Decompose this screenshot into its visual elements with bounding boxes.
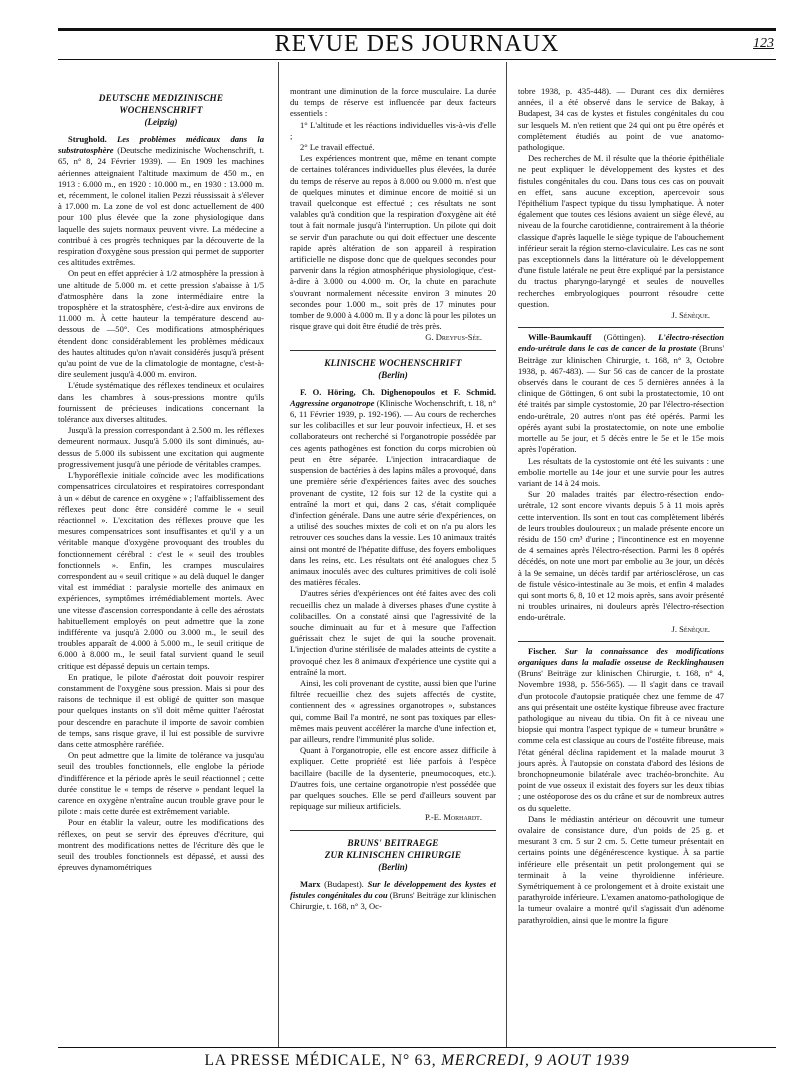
section-separator xyxy=(518,327,724,328)
paragraph: L'hyporéflexie initiale coïncide avec les modifications compensatrices circulatoires et respiratoires correspondant à un « début de carence en oxygène » ; l'affaiblissement des réflexes peut donc être considéré comme le « seuil réactionnel ». L'excitation des réflexes prouve que les mesures compensatrices sont insuffisantes et qu'il y a un véritable manque d'oxygène provoquant des troubles du fonctionnement cérébral : c'est le « seuil des troubles fonctionnels ». Enfin, les crampes musculaires correspondent au « seuil critique » au delà duquel le danger vital est immédiat : paralysie mortelle des animaux en expériences, symptômes irrémédiablement mortels. Avec une vitesse d'ascension correspondante à celle des aérostats habituellement employés on peut admettre que la zone indifférente va jusqu'à 2.000 ou 3.000 m., le seuil des troubles apparaît de 4.000 à 5.000 m., le seuil critique de 6.000 à 8.000 m., le seuil fatal survient quand le seuil critique est dépassé depuis un certain temps. xyxy=(58,470,264,671)
page-title: REVUE DES JOURNAUX xyxy=(274,31,560,57)
section-separator xyxy=(290,830,496,831)
signature: J. Sénèque. xyxy=(671,310,710,321)
footer-rule xyxy=(58,1047,776,1048)
article-horing: F. O. Höring, Ch. Dighenopoulos et F. Schmid. Aggressine organotrope (Klinische Wochenschrift, t. 18, n° 6, 11 Février 1939, p. 192-196). — Au cours de recherches sur les colibacilles et sur leur pouvoir infectieux, H. et ses collaborateurs ont recherché si l'organotropie possédée par ces agents pathogènes est fonction du corps microbien où peut en être séparée. L'injection intracardiaque de suspension de bactéries à des lapins mâles a provoqué, dans une première série d'expériences faites avec des souches provenant de cystite, 12 fois sur 12 de la cystite qui a entraîné la mort et qui, dans 2 cas, s'était compliquée d'infection générale. Dans une autre série d'expériences, on a utilisé des souches mixtes de coli et on n'a pu alors les retrouver ces souches dans la vessie. Les 10 animaux traités ainsi ont montré de l'hépatite diffuse, des foyers emboliques dans les reins, etc. Les résultats ont été analogues chez 5 animaux inoculés avec des cultures primitives de coli isolé des matières fécales. xyxy=(290,386,497,588)
signature: J. Sénèque. xyxy=(671,623,710,634)
section-separator xyxy=(518,641,724,642)
section-city-leipzig: (Leipzig) xyxy=(144,117,178,127)
column-2 xyxy=(290,86,496,912)
section-city-berlin: (Berlin) xyxy=(378,369,408,380)
paragraph: En pratique, le pilote d'aérostat doit pouvoir respirer constamment de l'oxygène sous pression. Mais si pour des raisons de technique il est obligé de quitter son masque pour quelques instants on s'il doit même quitter l'aérostat pour descendre en parachute il importe de savoir combien de temps, sans risque grave, il lui est possible de survivre dans cette atmosphère raréfiée. xyxy=(58,671,264,749)
paragraph: D'autres séries d'expériences ont été faites avec des coli recueillis chez un malade à diverses phases d'une cystite à colibacilles. On a constaté ainsi que l'agressivité de la souche diminuait au fur et à mesure que l'affection guérissait chez le sujet de qui la souche provenait. L'injection d'urine stérilisée de malades atteints de cystite a provoqué chez les 8 animaux d'expérience une cystite qui a entraîné la mort. xyxy=(290,588,496,677)
footer xyxy=(58,1050,776,1072)
section-city-berlin: (Berlin) xyxy=(378,861,408,872)
paragraph: 1° L'altitude et les réactions individuelles vis-à-vis d'elle ; xyxy=(290,119,496,141)
paragraph: Les résultats de la cystostomie ont été les suivants : une embolie mortelle au 14e jour et une survie pour les autres variant de 14 à 24 mois. xyxy=(518,455,724,488)
section-title-dmw: DEUTSCHE MEDIZINISCHE WOCHENSCHRIFT xyxy=(98,93,224,115)
paragraph: tobre 1938, p. 435-448). — Durant ces dix dernières années, il a été observé dans le service de Bakay, à Budapest, 34 cas de kystes et fistules congénitales du cou sur lesquels M. n'en retient que 24 qui ont pu être opérés et complètement étudiés au point de vue anatomo-pathologique. xyxy=(518,86,724,153)
paragraph: 2° Le travail effectué. xyxy=(300,142,375,153)
article-fischer: Fischer. Sur la connaissance des modifications organiques dans la maladie osseuse de Recklinghausen (Bruns' Beiträge zur klinischen Chirurgie, t. 168, n° 4, Novembre 1938, p. 556-565). — Il s'agit dans ce travail d'un protocole d'autopsie pratiquée chez une femme de 47 ans qui présentait une ostéite kystique fibreuse avec fracture pathologique au niveau du tibia. On fit à ce niveau une biopsie qui montra l'aspect typique de « tumeur brunâtre » comme cela est classique au cours de l'ostéite fibreuse, mais l'état général déclina rapidement et la malade mourut 3 jours après. À l'autopsie on constata d'abord des lésions de bronchopneumonie bilatérale avec trachéo-bronchite. Au point de vue osseux il existait des foyers sur les deux tibias ; une ostéoporose des os du crâne et sur de nombreux autres os du squelette. xyxy=(518,645,724,813)
footer-date: MERCREDI, 9 AOUT 1939 xyxy=(441,1052,630,1069)
header-bottom-rule xyxy=(58,59,776,60)
article-marx: Marx (Budapest). Sur le développement des kystes et fistules congénitales du cou (Bruns' Beiträge zur klinischen Chirurgie, t. 168, n° 3, Oc- xyxy=(290,878,496,911)
paragraph: Jusqu'à la pression correspondant à 2.500 m. les réflexes demeurent normaux. Jusqu'à 5.000 ils sont diminués, au-dessus de 5.000 ils subissent une excitation qui augmente progressivement jusqu'à une période de véritables crampes. xyxy=(58,425,264,469)
paragraph: Pour en établir la valeur, outre les modifications des réflexes, on peut se servir des épreuves d'écriture, qui montrent des modifications nettes de l'écriture dès que le seuil des troubles fonctionnels est dépassé, et aussi des épreuves dynamométriques xyxy=(58,817,264,873)
paragraph: Sur 20 malades traités par électro-résection endo-urétrale, 12 sont encore vivants depuis 5 à 11 mois après cette intervention. Ils sont en tout cas complètement libérés de leurs troubles douloureux ; un malade présente encore un résidu de 150 cm³ d'urine ; l'incontinence est en moyenne de 4 semaines après l'électro-résection. Parmi les 8 opérés décédés, on note une mort par embolie au 3e jour, un décès à la 9e semaine, un décès tardif par artériosclérose, un cas de fistule vésico-intestinale au 3e mois, et enfin 4 malades qui sont morts 6, 8, 10 et 12 mois après, sans avoir présenté ni troubles urinaires, ni douleurs après l'électro-résection endo-urétrale. xyxy=(518,489,724,623)
paragraph: Des recherches de M. il résulte que la théorie épithéliale ne peut expliquer le développement des kystes et des fistules congénitales du cou. Dans tous ces cas on pouvait en effet, sans aucune exception, apercevoir sous l'épithélium l'aspect typique du tissu lymphatique. À noter également que toutes ces lésions avaient un siège élevé, au niveau de la fourche carotidienne, contrairement à la théorie classique d'après laquelle le siège typique de l'abouchement inférieur serait la région sterno-claviculaire. Les cas ne sont pas exceptionnels dans la littérature où le développement d'une fistule latérale ne peut être expliqué par la persistance du tractus pharyngo-laryngé et seules de nouvelles recherches embryologiques pourront résoudre cette question. xyxy=(518,153,724,309)
paragraph: montrant une diminution de la force musculaire. La durée du temps de réserve est influencée par deux facteurs essentiels : xyxy=(290,86,496,119)
section-title-kw: KLINISCHE WOCHENSCHRIFT xyxy=(324,357,462,368)
section-separator xyxy=(290,350,496,351)
article-strughold: Strughold. Les problèmes médicaux dans la substratosphère (Deutsche medizinische Wochenschrift, t. 65, n° 8, 24 Février 1939). — En 1909 les machines aériennes atteignaient l'altitude maximum de 450 m., en 1913 : 6.000 m., en 1920 : 10.000 m., en 1930 : 13.000 m. et, récemment, le colonel italien Pezzi réussissait à s'élever à 17.000 m. La zone de vol est donc actuellement de 400 pour 100 plus élevée que la zone physiologique dans laquelle des sujets normaux peuvent vivre. La médecine a contribué à ces progrès techniques par la découverte de la respiration d'oxygène sous pression qui permet de supporter ces altitudes extrêmes. xyxy=(58,134,264,268)
section-title-bruns: BRUNS' BEITRAEGE ZUR KLINISCHEN CHIRURGIE xyxy=(324,837,462,860)
paragraph: Dans le médiastin antérieur on découvrit une tumeur ovalaire de consistance dure, d'un poids de 25 g. et mesurant 3 cm. 5 sur 2 cm. 5. Cette tumeur présentait en certains points une dégénérescence kystique. À sa partie inférieure elle présentait un petit prolongement qui se terminait à la veine thyroïdienne inférieure. Symétriquement à ce prolongement et à droite existait une parathyroïde inférieure. L'examen anatomo-pathologique de la tumeur ovalaire a montré qu'il s'agissait d'un adénome parathyroïdien, ainsi que le montre la figure xyxy=(518,813,724,925)
column-3 xyxy=(518,86,724,926)
paragraph: Les expériences montrent que, même en tenant compte de certaines tolérances individuelles plus élevées, la durée du temps de réserve au repos à 8.000 ou 9.000 m. n'est que de quelques minutes et diminue encore de moitié si un travail quelconque est effectué ; ces résultats ne sont valables qu'à condition que la respiration d'oxygène ait été tout à fait normale jusqu'à l'interruption. Un pilote qui doit se servir d'un parachute ou qui doit effectuer une descente rapide après altération de son appareil à respiration artificielle ne dispose donc que de quelques secondes pour parvenir dans la région atmosphérique physiologique, c'est-à-dire à 3.000 ou 4.000 m. Or, la chute en parachute s'ouvrant normalement nécessite environ 3 minutes 20 secondes pour 1.000 m., soit près de 17 minutes pour tomber de 9.000 à 4.000 m. Il y a donc là pour les pilotes un risque grave qui doit être étudié de très près. xyxy=(290,153,496,332)
paragraph: On peut en effet apprécier à 1/2 atmosphère la pression à une altitude de 5.000 m. et cette pression s'abaisse à 1/5 d'atmosphère dans la zone intermédiaire entre la troposphère et la stratosphère, c'est-à-dire aux environs de 11.000 m. À cette hauteur la température descend au-dessous de —50°. Ces modifications atmosphériques étendent donc considérablement les problèmes médicaux des hautes altitudes qu'on n'avait considérés jusqu'à présent qu'au point de vue de la climatologie de montagne, c'est-à-dire seulement jusqu'à 4.000 m. environ. xyxy=(58,268,264,380)
column-1 xyxy=(58,86,264,873)
paragraph: Ainsi, les coli provenant de cystite, aussi bien que l'urine filtrée recueillie chez des sujets affectés de cystite, contiennent des « agressines organotropes », substances qui, comme Bail l'a montré, ne sont pas toxiques par elles-mêmes mais peuvent accélérer la marche d'une infection et, par ailleurs, rendre l'immunité plus solide. xyxy=(290,677,496,744)
column-divider-1 xyxy=(278,62,279,1047)
page-number: 123 xyxy=(753,36,774,51)
paragraph: L'étude systématique des réflexes tendineux et oculaires dans les chambres à sous-pressions montre qu'ils fournissent de précieuses indications concernant la tolérance aux diverses altitudes. xyxy=(58,380,264,425)
paragraph: On peut admettre que la limite de tolérance va jusqu'au seuil des troubles fonctionnels, elle englobe la période d'indifférence et la période après le seuil réactionnel ; cette durée constitue le « temps de réserve » pendant lequel la carence en oxygène n'entraîne aucun trouble grave pour le pilote : mais cette durée est extrêmement variable. xyxy=(58,750,264,817)
signature: P.-E. Morhardt. xyxy=(424,812,482,823)
footer-journal: LA PRESSE MÉDICALE, N° 63, xyxy=(204,1052,437,1069)
column-divider-2 xyxy=(506,62,507,1047)
paragraph: Quant à l'organotropie, elle est encore assez difficile à expliquer. Cette propriété est liée parfois à l'espèce bacillaire (bacille de la dysenterie, pneumocoques, etc.). D'autres fois, une certaine organotropie n'est possédée que par quelques souches. Elle se perd d'ailleurs souvent par repiquage sur milieux artificiels. xyxy=(290,745,496,812)
article-wille-baumkauff: Wille-Baumkauff (Göttingen). L'électro-résection endo-urétrale dans le cas de cancer de la prostate (Bruns' Beiträge zur klinischen Chirurgie, t. 168, n° 3, Octobre 1938, p. 467-483). — Sur 56 cas de cancer de la prostate observés dans le courant de ces 5 dernières années à la clinique de Göttingen, 6 ont subi la prostatectomie, 10 ont été traités par simple cystostomie, 20 par l'électro-résection endo-urétrale, 20 autres n'ont pas été opérés. Parmi les opérés ayant subi la prostatectomie, on note une embolie mortelle au 5e jour, et 5 décès entre le 5e et le 15e mois après l'opération. xyxy=(518,332,725,455)
signature: G. Dreyfus-Sée. xyxy=(425,332,482,343)
